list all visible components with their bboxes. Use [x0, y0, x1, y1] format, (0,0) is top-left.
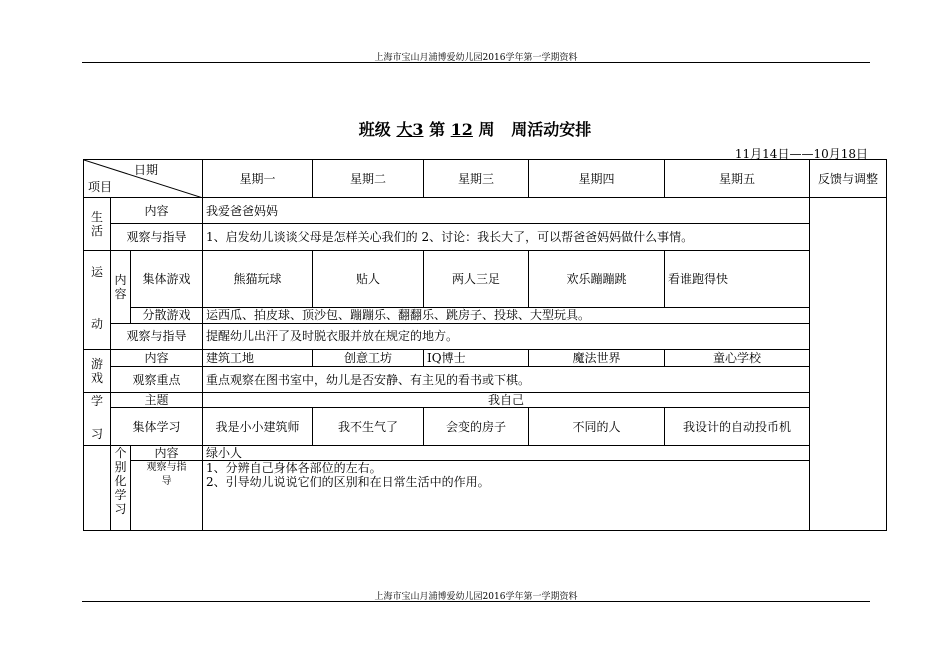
footer-rule: [82, 601, 870, 602]
sport-content-label: 内容: [111, 251, 131, 324]
sport-label: 运 动: [84, 251, 111, 350]
game-item: IQ博士: [424, 350, 529, 367]
table-row: [84, 251, 887, 308]
study-label: 学 习: [84, 393, 111, 446]
game-item: 建筑工地: [203, 350, 313, 367]
table-row: [84, 408, 887, 446]
page-header: 上海市宝山月浦博爱幼儿园2016学年第一学期资料: [374, 53, 578, 63]
game-item: 创意工坊: [313, 350, 424, 367]
day-header: 星期五: [665, 160, 810, 198]
corner-date-label: 日期: [134, 163, 159, 177]
life-content-label: 内容: [111, 198, 203, 224]
corner-cell: [84, 160, 203, 198]
study-group-item: 我是小小建筑师: [203, 408, 313, 446]
day-header: 星期一: [203, 160, 313, 198]
table-row: [84, 461, 887, 531]
page-title: [0, 117, 950, 140]
life-content: 我爱爸爸妈妈: [203, 198, 810, 224]
study-group-item: 我不生气了: [313, 408, 424, 446]
day-header: 星期二: [313, 160, 424, 198]
study-group-item: 我设计的自动投币机: [665, 408, 810, 446]
date-range: 11月14日——10月18日: [734, 147, 868, 161]
table-row: [84, 393, 887, 408]
study-blank-cell: [84, 446, 111, 531]
game-item: 童心学校: [665, 350, 810, 367]
sport-free-label: 分散游戏: [131, 307, 203, 323]
table-row: [84, 224, 887, 251]
study-theme-label: 主题: [111, 393, 203, 408]
indiv-content: 绿小人: [203, 446, 810, 461]
sport-group-game: 看谁跑得快: [665, 251, 810, 308]
study-group-label: 集体学习: [111, 408, 203, 446]
table-row: [84, 323, 887, 349]
indiv-study-label: 个 别 化 学 习: [111, 446, 131, 531]
corner-item-label: 项目: [88, 180, 113, 194]
life-guide: 1、启发幼儿谈谈父母是怎样关心我们的 2、讨论：我长大了，可以帮爸爸妈妈做什么事情。: [203, 224, 810, 251]
study-group-item: 不同的人: [529, 408, 665, 446]
study-group-item: 会变的房子: [424, 408, 529, 446]
sport-group-game: 熊猫玩球: [203, 251, 313, 308]
sport-group-game: 贴人: [313, 251, 424, 308]
indiv-guide-line: 2、引导幼儿说说它们的区别和在日常生活中的作用。: [206, 475, 490, 489]
table-row: [84, 446, 887, 461]
sport-free-games: 运西瓜、拍皮球、顶沙包、蹦蹦乐、翻翻乐、跳房子、投球、大型玩具。: [203, 307, 810, 323]
title-week-number: 12: [450, 120, 473, 139]
table-header-row: [84, 160, 887, 198]
life-guide-label: 观察与指导: [111, 224, 203, 251]
table-row: [84, 307, 887, 323]
study-theme: 我自己: [203, 393, 810, 408]
sport-group-label: 集体游戏: [131, 251, 203, 308]
life-label: 生 活: [84, 198, 111, 251]
sport-guide: 提醒幼儿出汗了及时脱衣服并放在规定的地方。: [203, 323, 810, 349]
feedback-header: 反馈与调整: [810, 160, 887, 198]
day-header: 星期三: [424, 160, 529, 198]
indiv-content-label: 内容: [131, 446, 203, 461]
game-item: 魔法世界: [529, 350, 665, 367]
game-focus-label: 观察重点: [111, 367, 203, 393]
title-subtitle: 周活动安排: [511, 120, 592, 139]
day-header: 星期四: [529, 160, 665, 198]
title-prefix: 班级: [358, 120, 391, 139]
game-label: 游 戏: [84, 350, 111, 393]
title-week-label: 第: [429, 120, 446, 139]
title-week-suffix: 周: [478, 120, 495, 139]
page-footer: 上海市宝山月浦博爱幼儿园2016学年第一学期资料: [374, 592, 578, 602]
game-content-label: 内容: [111, 350, 203, 367]
feedback-cell: [810, 198, 887, 531]
schedule-table: [83, 159, 887, 531]
indiv-guide: [203, 461, 810, 531]
table-row: [84, 350, 887, 367]
table-row: [84, 198, 887, 224]
sport-group-game: 欢乐蹦蹦跳: [529, 251, 665, 308]
sport-guide-label: 观察与指导: [111, 323, 203, 349]
sport-group-game: 两人三足: [424, 251, 529, 308]
table-row: [84, 367, 887, 393]
game-focus: 重点观察在图书室中，幼儿是否安静、有主见的看书或下棋。: [203, 367, 810, 393]
indiv-guide-label: 观察与指导: [131, 461, 203, 531]
indiv-guide-line: 1、分辨自己身体各部位的左右。: [206, 461, 382, 475]
title-class-name: 大3: [396, 120, 424, 139]
header-rule: [82, 62, 870, 63]
